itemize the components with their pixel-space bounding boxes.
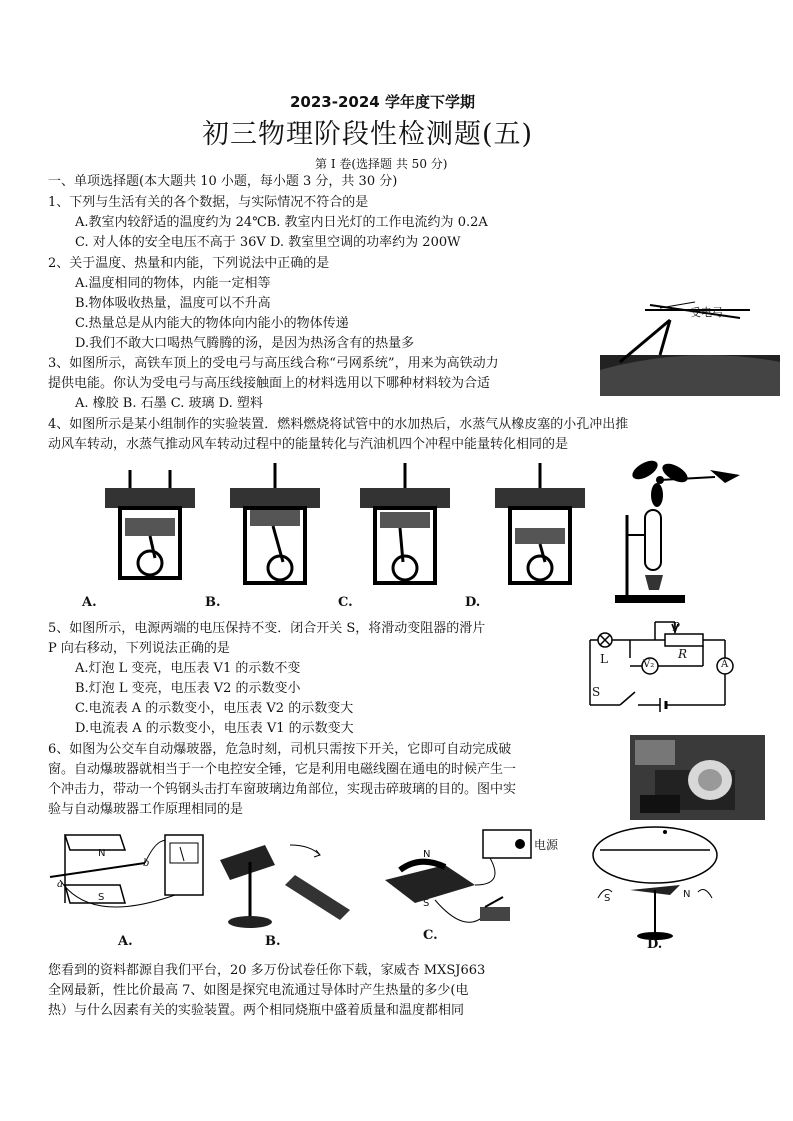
fig-c-power-label: 电源 bbox=[534, 838, 559, 852]
fig-a-n-pole: N bbox=[98, 848, 106, 859]
footer-line3: 热）与什么因素有关的实验装置。两个相同烧瓶中盛着质量和温度都相同 bbox=[48, 1003, 465, 1018]
q5-line1: 5、如图所示，电源两端的电压保持不变．闭合开关 S，将滑动变阻器的滑片 bbox=[48, 621, 486, 636]
q5-option-d: D.电流表 A 的示数变小，电压表 V1 的示数变大 bbox=[75, 721, 354, 736]
exam-title: 初三物理阶段性检测题(五) bbox=[202, 119, 534, 150]
fig-c-n-pole: N bbox=[423, 849, 431, 860]
circuit-label-p: P bbox=[672, 620, 681, 634]
steam-windmill-figure bbox=[615, 455, 745, 605]
fig-a-label-a: a bbox=[57, 879, 63, 890]
q1-options-line2: C. 对人体的安全电压不高于 36V D. 教室里空调的功率约为 200W bbox=[75, 235, 461, 250]
q6-label-b: B. bbox=[265, 934, 281, 949]
circuit-label-l: L bbox=[600, 652, 608, 666]
q6-label-a: A. bbox=[118, 934, 133, 949]
q1-stem: 1、下列与生活有关的各个数据，与实际情况不符合的是 bbox=[48, 195, 369, 210]
q4-label-c: C. bbox=[338, 595, 353, 610]
q4-line2: 动风车转动，水蒸气推动风车转动过程中的能量转化与汽油机四个冲程中能量转化相同的是 bbox=[48, 437, 569, 452]
circuit-label-v2: V₂ bbox=[643, 659, 655, 670]
q2-option-d: D.我们不敢大口喝热气腾腾的汤，是因为热汤含有的热量多 bbox=[75, 336, 415, 351]
q6-line1: 6、如图为公交车自动爆玻器，危急时刻，司机只需按下开关，它即可自动完成破 bbox=[48, 742, 512, 757]
circuit-diagram bbox=[580, 620, 750, 730]
footer-line2: 全网最新，性比价最高 7、如图是探究电流通过导体时产生热量的多少(电 bbox=[48, 983, 469, 998]
q5-option-c: C.电流表 A 的示数变小，电压表 V2 的示数变大 bbox=[75, 701, 354, 716]
q2-option-b: B.物体吸收热量，温度可以不升高 bbox=[75, 296, 271, 311]
circuit-label-s: S bbox=[592, 685, 601, 699]
section-label: 第 I 卷(选择题 共 50 分) bbox=[315, 157, 448, 171]
fig-a-label-b: b bbox=[143, 858, 150, 869]
q6-line4: 验与自动爆玻器工作原理相同的是 bbox=[48, 802, 244, 817]
q6-line3: 个冲击力，带动一个钨钢头击打车窗玻璃边角部位，实现击碎玻璃的目的。图中实 bbox=[48, 782, 517, 797]
window-breaker-photo bbox=[630, 735, 765, 820]
part1-heading: 一、单项选择题(本大题共 10 小题，每小题 3 分，共 30 分) bbox=[48, 174, 398, 189]
q6-label-c: C. bbox=[423, 928, 438, 943]
q4-label-b: B. bbox=[205, 595, 221, 610]
q6-line2: 窗。自动爆玻器就相当于一个电控安全锤，它是利用电磁线圈在通电的时候产生一 bbox=[48, 762, 517, 777]
q2-option-c: C.热量总是从内能大的物体向内能小的物体传递 bbox=[75, 316, 349, 331]
q5-line2: P 向右移动，下列说法正确的是 bbox=[48, 641, 230, 656]
q6-figure-c bbox=[375, 825, 545, 940]
fig-c-s-pole: S bbox=[423, 898, 430, 909]
q4-label-d: D. bbox=[465, 595, 481, 610]
engine-stroke-c-figure bbox=[355, 458, 455, 593]
fig-d-n-pole: N bbox=[683, 889, 691, 900]
pantograph-label: 受电弓 bbox=[690, 306, 723, 319]
q2-option-a: A.温度相同的物体，内能一定相等 bbox=[75, 276, 271, 291]
year-heading: 2023-2024 学年度下学期 bbox=[290, 93, 475, 111]
q1-options-line1: A.教室内较舒适的温度约为 24℃B. 教室内日光灯的工作电流约为 0.2A bbox=[75, 215, 488, 230]
q5-option-b: B.灯泡 L 变亮，电压表 V2 的示数变小 bbox=[75, 681, 301, 696]
engine-stroke-a-figure bbox=[100, 458, 200, 588]
circuit-label-a: A bbox=[721, 659, 729, 670]
q4-label-a: A. bbox=[82, 595, 97, 610]
fig-d-s-pole: S bbox=[604, 893, 611, 904]
q6-figure-b bbox=[210, 840, 360, 935]
q2-stem: 2、关于温度、热量和内能，下列说法中正确的是 bbox=[48, 256, 330, 271]
q5-option-a: A.灯泡 L 变亮，电压表 V1 的示数不变 bbox=[75, 661, 301, 676]
fig-a-s-pole: S bbox=[98, 892, 105, 903]
q3-options: A. 橡胶 B. 石墨 C. 玻璃 D. 塑料 bbox=[75, 396, 263, 411]
q6-figure-a bbox=[50, 825, 210, 935]
q3-line1: 3、如图所示，高铁车顶上的受电弓与高压线合称“弓网系统”，用来为高铁动力 bbox=[48, 356, 499, 371]
engine-stroke-d-figure bbox=[490, 458, 590, 593]
q6-figure-d bbox=[590, 820, 725, 945]
q6-label-d: D. bbox=[647, 937, 663, 952]
circuit-label-r: R bbox=[678, 647, 688, 661]
engine-stroke-b-figure bbox=[225, 458, 325, 593]
q4-line1: 4、如图所示是某小组制作的实验装置．燃料燃烧将试管中的水加热后，水蒸气从橡皮塞的小孔冲出推 bbox=[48, 417, 629, 432]
q3-line2: 提供电能。你认为受电弓与高压线接触面上的材料选用以下哪种材料较为合适 bbox=[48, 376, 491, 391]
footer-line1: 您看到的资料都源自我们平台，20 多万份试卷任你下载，家威杏 MXSJ663 bbox=[48, 963, 486, 978]
